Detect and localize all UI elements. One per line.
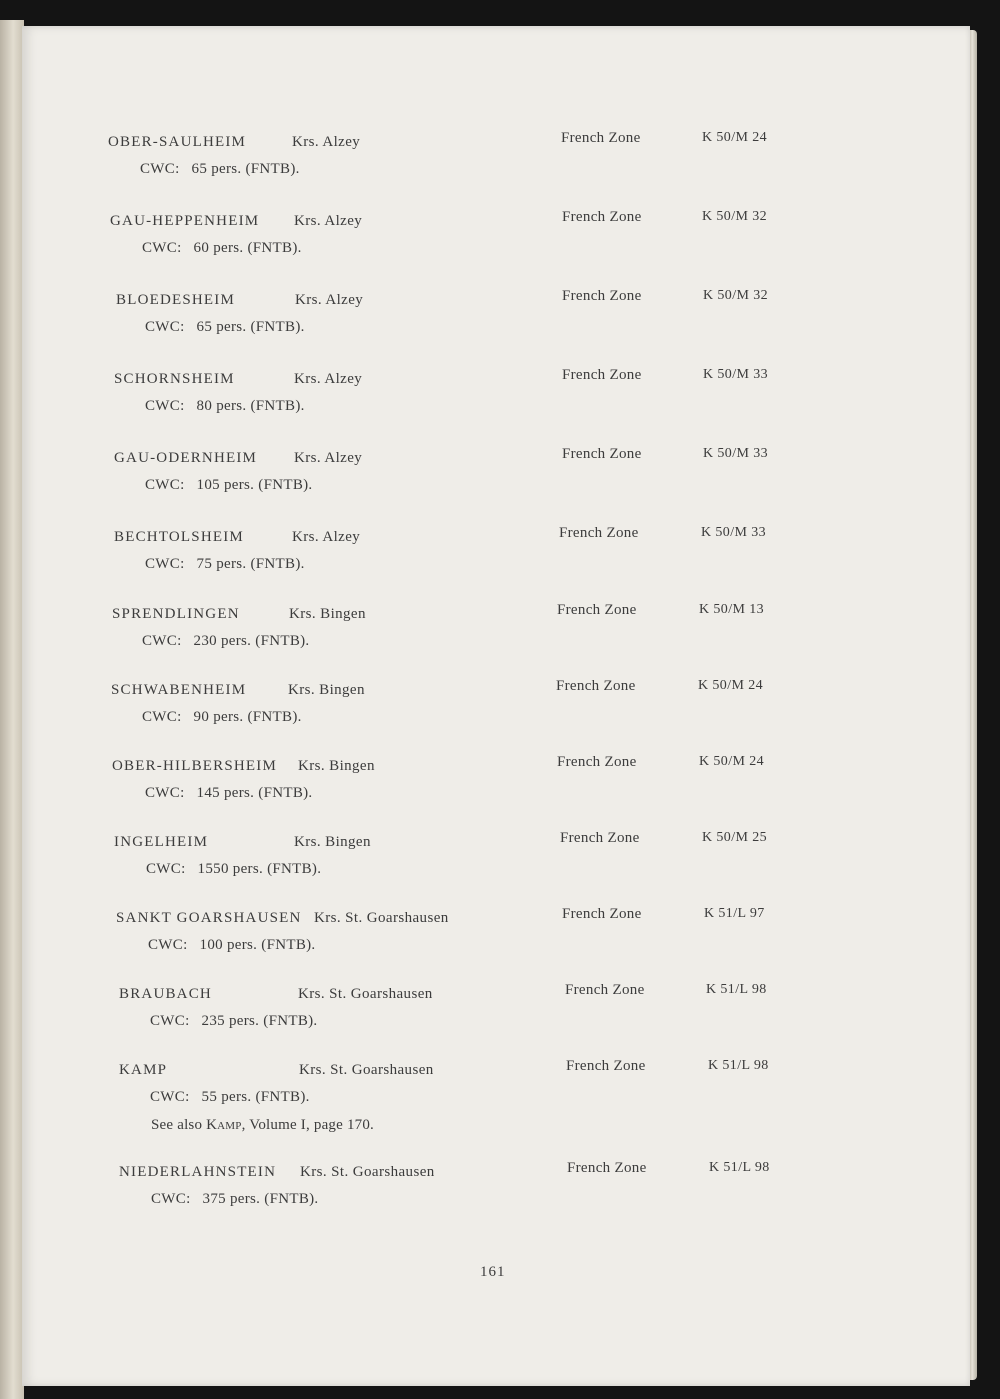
cwc-line — [142, 633, 309, 650]
cwc-line — [151, 1191, 318, 1208]
cwc-label: CWC: — [145, 398, 185, 414]
cwc-line — [140, 161, 300, 178]
place-name: SCHWABENHEIM — [111, 682, 247, 698]
cwc-line — [145, 785, 312, 802]
map-reference: K 50/M 24 — [699, 754, 765, 769]
list-item — [22, 367, 970, 441]
district-name: Krs. Bingen — [288, 682, 365, 698]
cwc-count: 375 pers. (FNTB). — [202, 1191, 319, 1207]
list-item — [22, 678, 970, 752]
map-reference: K 51/L 98 — [708, 1058, 769, 1073]
cwc-count: 145 pers. (FNTB). — [196, 785, 313, 801]
district-name: Krs. Bingen — [289, 606, 366, 622]
cwc-label: CWC: — [145, 785, 185, 801]
district-name: Krs. Alzey — [294, 450, 363, 466]
district-name: Krs. St. Goarshausen — [314, 910, 449, 926]
cwc-count: 60 pers. (FNTB). — [193, 240, 302, 256]
cwc-label: CWC: — [150, 1089, 190, 1105]
zone-label: French Zone — [556, 678, 636, 694]
cwc-count: 105 pers. (FNTB). — [196, 477, 313, 493]
map-reference: K 50/M 33 — [703, 367, 769, 382]
cwc-count: 100 pers. (FNTB). — [199, 937, 316, 953]
place-name: BLOEDESHEIM — [116, 292, 236, 308]
zone-label: French Zone — [567, 1160, 647, 1176]
map-reference: K 50/M 33 — [703, 446, 769, 461]
place-name: OBER-HILBERSHEIM — [112, 758, 278, 774]
cwc-line — [145, 477, 312, 494]
cwc-line — [150, 1013, 317, 1030]
cwc-label: CWC: — [142, 709, 182, 725]
cwc-label: CWC: — [145, 319, 185, 335]
zone-label: French Zone — [565, 982, 645, 998]
district-name: Krs. St. Goarshausen — [300, 1164, 435, 1180]
see-also-suffix: , Volume I, page 170. — [241, 1117, 374, 1133]
place-name: SCHORNSHEIM — [114, 371, 235, 387]
list-item — [22, 525, 970, 599]
cwc-line — [150, 1089, 310, 1106]
cwc-label: CWC: — [148, 937, 188, 953]
map-reference: K 50/M 33 — [701, 525, 767, 540]
district-name: Krs. St. Goarshausen — [298, 986, 433, 1002]
cwc-count: 75 pers. (FNTB). — [196, 556, 305, 572]
cwc-line — [142, 240, 302, 257]
cwc-line — [142, 709, 302, 726]
list-item — [22, 1058, 970, 1162]
district-name: Krs. St. Goarshausen — [299, 1062, 434, 1078]
place-name: KAMP — [119, 1062, 168, 1078]
cwc-line — [145, 398, 305, 415]
zone-label: French Zone — [557, 754, 637, 770]
zone-label: French Zone — [559, 525, 639, 541]
list-item — [22, 130, 970, 204]
map-reference: K 51/L 98 — [706, 982, 767, 997]
zone-label: French Zone — [562, 367, 642, 383]
zone-label: French Zone — [561, 130, 641, 146]
cwc-label: CWC: — [142, 633, 182, 649]
map-reference: K 50/M 25 — [702, 830, 768, 845]
cwc-count: 80 pers. (FNTB). — [196, 398, 305, 414]
cwc-count: 230 pers. (FNTB). — [193, 633, 310, 649]
see-also-name: Kamp — [206, 1117, 242, 1133]
zone-label: French Zone — [562, 209, 642, 225]
district-name: Krs. Alzey — [294, 371, 363, 387]
place-name: SANKT GOARSHAUSEN — [116, 910, 302, 926]
cwc-line — [145, 556, 305, 573]
cwc-label: CWC: — [146, 861, 186, 877]
list-item — [22, 906, 970, 980]
list-item — [22, 446, 970, 520]
cross-reference-note — [151, 1117, 374, 1134]
cwc-line — [148, 937, 315, 954]
cwc-line — [145, 319, 305, 336]
place-name: GAU-HEPPENHEIM — [110, 213, 260, 229]
book-spine — [0, 20, 24, 1399]
district-name: Krs. Bingen — [298, 758, 375, 774]
list-item — [22, 982, 970, 1056]
place-name: OBER-SAULHEIM — [108, 134, 247, 150]
map-reference: K 51/L 97 — [704, 906, 765, 921]
cwc-count: 235 pers. (FNTB). — [201, 1013, 318, 1029]
district-name: Krs. Alzey — [294, 213, 363, 229]
district-name: Krs. Alzey — [295, 292, 364, 308]
cwc-label: CWC: — [145, 477, 185, 493]
district-name: Krs. Alzey — [292, 134, 361, 150]
cwc-label: CWC: — [140, 161, 180, 177]
cwc-label: CWC: — [150, 1013, 190, 1029]
list-item — [22, 288, 970, 362]
cwc-label: CWC: — [145, 556, 185, 572]
list-item — [22, 830, 970, 904]
zone-label: French Zone — [557, 602, 637, 618]
map-reference: K 50/M 32 — [702, 209, 768, 224]
list-item — [22, 1160, 970, 1234]
zone-label: French Zone — [562, 288, 642, 304]
place-name: INGELHEIM — [114, 834, 209, 850]
cwc-line — [146, 861, 321, 878]
district-name: Krs. Bingen — [294, 834, 371, 850]
map-reference: K 51/L 98 — [709, 1160, 770, 1175]
place-name: SPRENDLINGEN — [112, 606, 240, 622]
zone-label: French Zone — [562, 446, 642, 462]
cwc-label: CWC: — [142, 240, 182, 256]
zone-label: French Zone — [562, 906, 642, 922]
page — [22, 26, 970, 1386]
map-reference: K 50/M 24 — [702, 130, 768, 145]
place-name: NIEDERLAHNSTEIN — [119, 1164, 277, 1180]
list-item — [22, 602, 970, 676]
list-item — [22, 209, 970, 283]
cwc-count: 65 pers. (FNTB). — [191, 161, 300, 177]
list-item — [22, 754, 970, 828]
map-reference: K 50/M 24 — [698, 678, 764, 693]
cwc-label: CWC: — [151, 1191, 191, 1207]
place-name: BRAUBACH — [119, 986, 212, 1002]
cwc-count: 55 pers. (FNTB). — [201, 1089, 310, 1105]
zone-label: French Zone — [560, 830, 640, 846]
cwc-count: 90 pers. (FNTB). — [193, 709, 302, 725]
district-name: Krs. Alzey — [292, 529, 361, 545]
map-reference: K 50/M 32 — [703, 288, 769, 303]
page-number: 161 — [480, 1264, 506, 1280]
zone-label: French Zone — [566, 1058, 646, 1074]
map-reference: K 50/M 13 — [699, 602, 765, 617]
cwc-count: 65 pers. (FNTB). — [196, 319, 305, 335]
see-also-prefix: See also — [151, 1117, 203, 1133]
place-name: GAU-ODERNHEIM — [114, 450, 258, 466]
place-name: BECHTOLSHEIM — [114, 529, 244, 545]
cwc-count: 1550 pers. (FNTB). — [197, 861, 322, 877]
